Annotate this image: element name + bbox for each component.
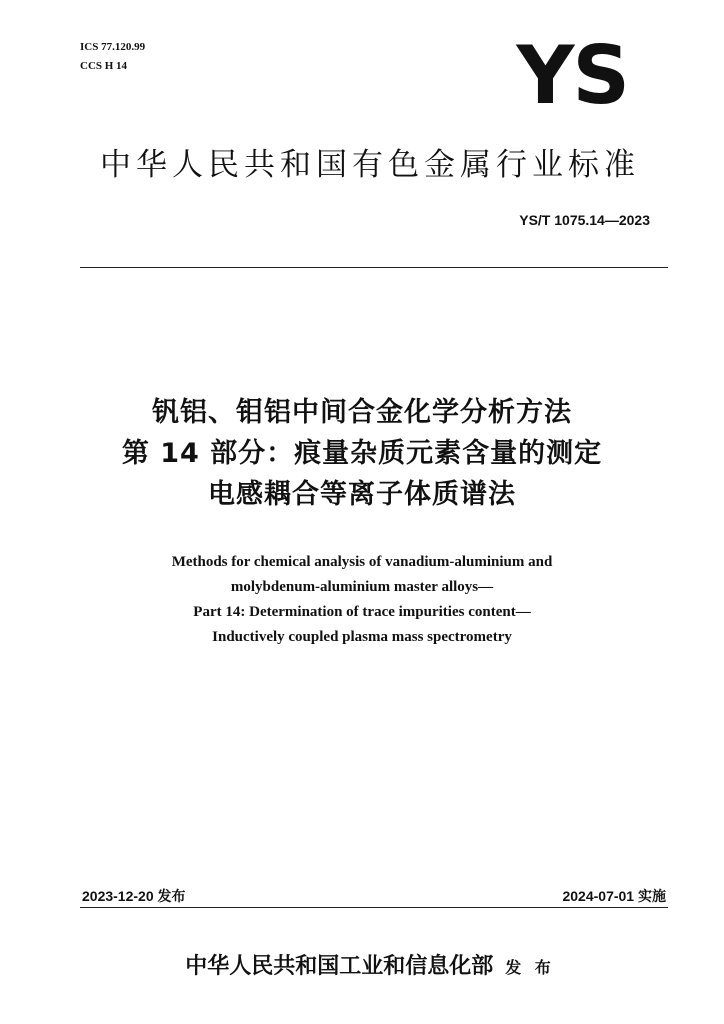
publisher-name: 中华人民共和国工业和信息化部 — [185, 953, 494, 979]
chinese-title-line: 电感耦合等离子体质谱法 — [208, 479, 516, 510]
implementation-date: 2024-07-01 实施 — [562, 888, 666, 904]
english-title-line: Inductively coupled plasma mass spectrometry — [212, 629, 512, 645]
english-title-line: molybdenum-aluminium master alloys— — [230, 579, 494, 595]
top-divider — [80, 267, 668, 268]
chinese-title-line: 钒铝、钼铝中间合金化学分析方法 — [152, 397, 572, 428]
publish-word: 发 布 — [505, 958, 555, 977]
english-title-line: Part 14: Determination of trace impurities content— — [193, 604, 531, 620]
classification-codes — [80, 38, 145, 76]
chinese-title — [40, 392, 684, 515]
issue-date: 2023-12-20 发布 — [82, 888, 186, 904]
publisher — [140, 951, 600, 983]
standard-number: YS/T 1075.14—2023 — [519, 212, 650, 228]
chinese-title-line: 第 14 部分：痕量杂质元素含量的测定 — [121, 438, 603, 469]
english-title-line: Methods for chemical analysis of vanadium-aluminium and — [171, 554, 553, 570]
ics-code: ICS 77.120.99 — [80, 41, 146, 53]
english-title — [40, 550, 684, 650]
ccs-code: CCS H 14 — [80, 60, 128, 72]
bottom-divider — [80, 907, 668, 908]
ys-logo: YS — [516, 29, 628, 122]
org-title: 中华人民共和国有色金属行业标准 — [100, 147, 640, 183]
